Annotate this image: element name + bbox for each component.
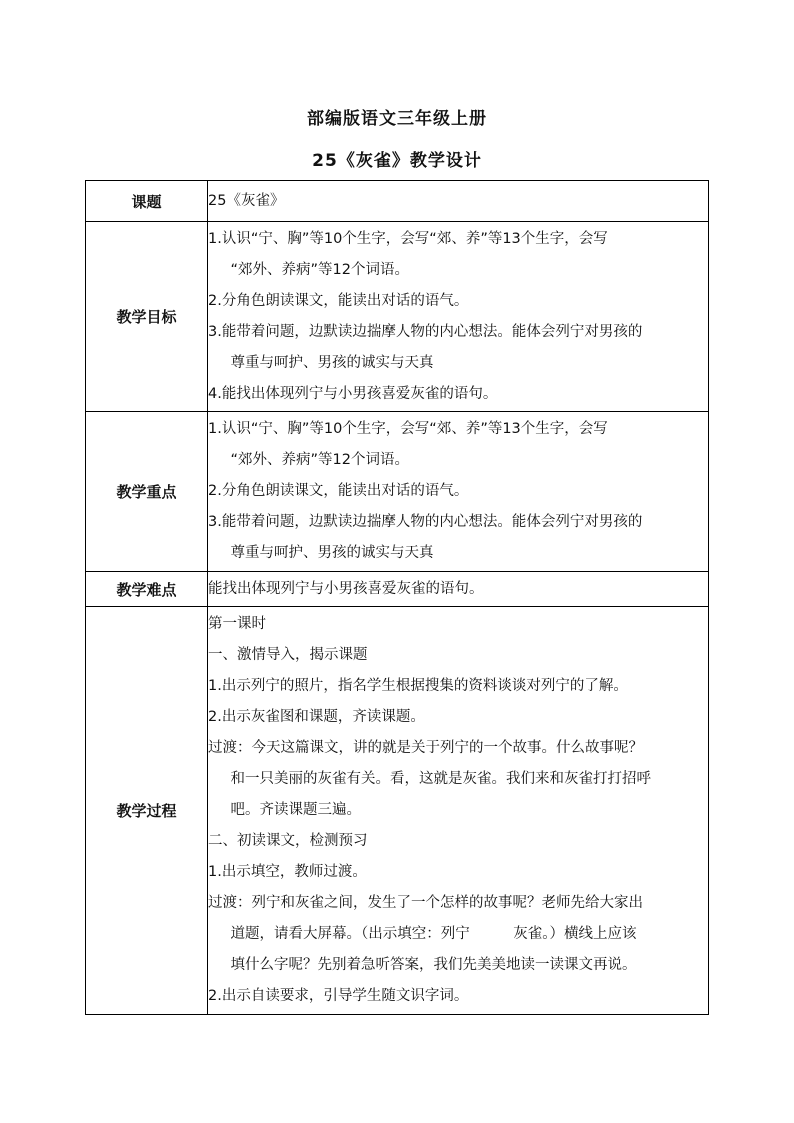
lesson-plan-table xyxy=(85,180,709,1015)
row-label: 教学过程 xyxy=(86,607,208,1015)
row-content xyxy=(208,222,709,412)
table-row-process xyxy=(86,607,709,1015)
content-line: 2.出示灰雀图和课题，齐读课题。 xyxy=(208,709,425,725)
content-line: 2.分角色朗读课文，能读出对话的语气。 xyxy=(208,483,469,499)
row-content xyxy=(208,572,709,607)
content-line: 2.分角色朗读课文，能读出对话的语气。 xyxy=(208,292,469,309)
content-line: 25《灰雀》 xyxy=(208,192,285,209)
content-line: 1.认识“宁、胸”等10个生字，会写“郊、养”等13个生字，会写 “郊外、养病”等12个词语。 xyxy=(208,421,608,468)
content-line: 1.认识“宁、胸”等10个生字，会写“郊、养”等13个生字，会写 “郊外、养病”等12个词语。 xyxy=(208,230,608,278)
content-line: 过渡：列宁和灰雀之间，发生了一个怎样的故事呢？老师先给大家出 道题，请看大屏幕。（出示填空：列宁 灰雀。）横线上应该 填什么字呢？先别着急听答案，我们先美美地读一读课文再说。 xyxy=(208,895,643,973)
row-label: 教学重点 xyxy=(86,412,208,572)
row-label: 教学目标 xyxy=(86,222,208,412)
row-content xyxy=(208,607,709,1015)
content-line: 过渡：今天这篇课文，讲的就是关于列宁的一个故事。什么故事呢？ 和一只美丽的灰雀有关。看，这就是灰雀。我们来和灰雀打打招呼 吧。齐读课题三遍。 xyxy=(208,740,651,818)
table-row-objectives xyxy=(86,222,709,412)
row-label: 教学难点 xyxy=(86,572,208,607)
content-line: 4.能找出体现列宁与小男孩喜爱灰雀的语句。 xyxy=(208,385,498,402)
content-line: 3.能带着问题，边默读边揣摩人物的内心想法。能体会列宁对男孩的 尊重与呵护、男孩的诚实与天真 xyxy=(208,323,643,371)
table-row-difficulty xyxy=(86,572,709,607)
content-line: 1.出示列宁的照片，指名学生根据搜集的资料谈谈对列宁的了解。 xyxy=(208,678,628,694)
row-content xyxy=(208,412,709,572)
content-line: 能找出体现列宁与小男孩喜爱灰雀的语句。 xyxy=(208,580,484,597)
content-line: 二、初读课文，检测预习 xyxy=(208,833,368,849)
table-row-topic xyxy=(86,181,709,222)
content-line: 1.出示填空，教师过渡。 xyxy=(208,864,367,880)
table-row-key-points xyxy=(86,412,709,572)
page-subtitle: 25《灰雀》教学设计 xyxy=(312,151,482,171)
row-label: 课题 xyxy=(86,181,208,222)
content-line: 一、激情导入，揭示课题 xyxy=(208,647,368,663)
row-content xyxy=(208,181,709,222)
page-title: 部编版语文三年级上册 xyxy=(307,109,487,129)
content-line: 2.出示自读要求，引导学生随文识字词。 xyxy=(208,988,469,1004)
content-line: 3.能带着问题，边默读边揣摩人物的内心想法。能体会列宁对男孩的 尊重与呵护、男孩的诚实与天真 xyxy=(208,514,643,561)
content-line: 第一课时 xyxy=(208,616,266,632)
